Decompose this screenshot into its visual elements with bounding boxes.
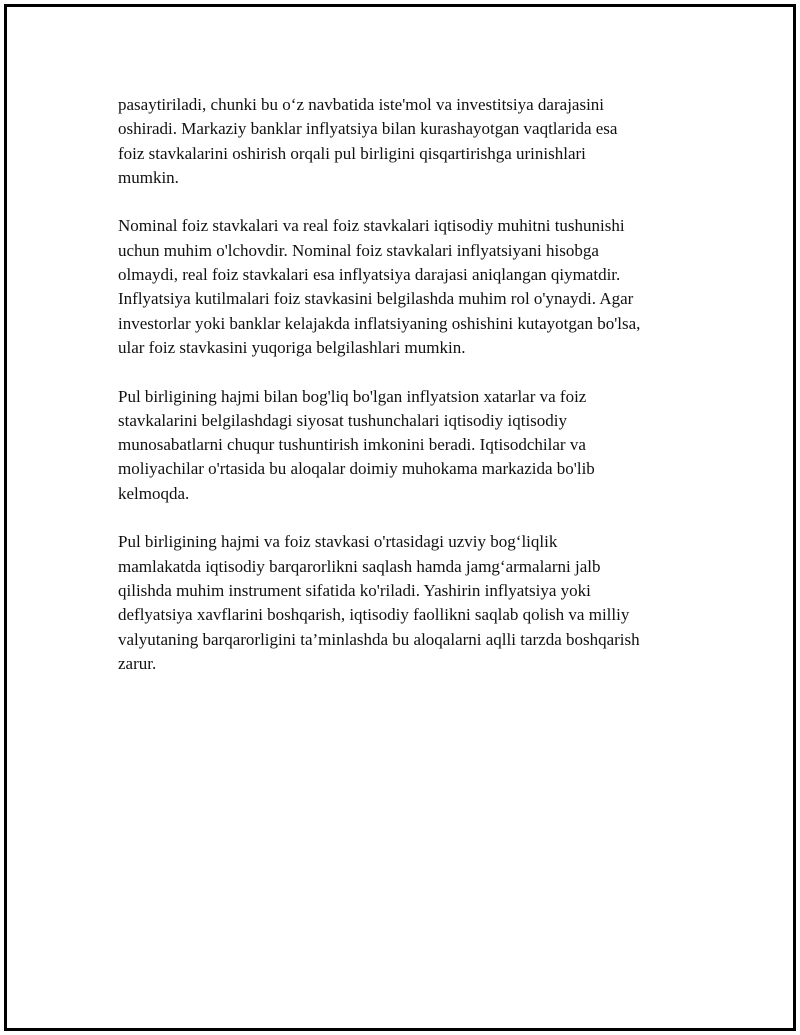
- text-line: uchun muhim o'lchovdir. Nominal foiz stavkalari inflyatsiyani hisobga: [118, 240, 599, 260]
- text-line: valyutaning barqarorligini ta’minlashda bu aloqalarni aqlli tarzda boshqarish: [118, 629, 640, 649]
- text-line: olmaydi, real foiz stavkalari esa inflyatsiya darajasi aniqlangan qiymatdir.: [118, 265, 621, 285]
- text-line: oshiradi. Markaziy banklar inflyatsiya bilan kurashayotgan vaqtlarida esa: [118, 119, 618, 139]
- paragraph-4: [118, 530, 708, 676]
- text-line: zarur.: [118, 653, 157, 673]
- text-line: foiz stavkalarini oshirish orqali pul birligini qisqartirishga urinishlari: [118, 143, 586, 163]
- text-line: Inflyatsiya kutilmalari foiz stavkasini belgilashda muhim rol o'ynaydi. Agar: [118, 289, 634, 309]
- text-line: stavkalarini belgilashdagi siyosat tushunchalari iqtisodiy iqtisodiy: [118, 410, 568, 430]
- text-line: ular foiz stavkasini yuqoriga belgilashlari mumkin.: [118, 337, 466, 357]
- paragraph-2: [118, 214, 708, 360]
- text-line: mumkin.: [118, 167, 179, 187]
- text-line: deflyatsiya xavflarini boshqarish, iqtisodiy faollikni saqlab qolish va milliy: [118, 605, 630, 625]
- paragraph-3: [118, 385, 708, 506]
- text-line: investorlar yoki banklar kelajakda inflatsiyaning oshishini kutayotgan bo'lsa,: [118, 313, 641, 333]
- text-line: mamlakatda iqtisodiy barqarorlikni saqlash hamda jamg‘armalarni jalb: [118, 556, 601, 576]
- text-line: moliyachilar o'rtasida bu aloqalar doimiy muhokama markazida bo'lib: [118, 459, 595, 479]
- text-line: Pul birligining hajmi bilan bog'liq bo'lgan inflyatsion xatarlar va foiz: [118, 386, 587, 406]
- text-line: qilishda muhim instrument sifatida ko'riladi. Yashirin inflyatsiya yoki: [118, 580, 591, 600]
- text-line: munosabatlarni chuqur tushuntirish imkonini beradi. Iqtisodchilar va: [118, 435, 586, 455]
- text-line: pasaytiriladi, chunki bu o‘z navbatida iste'mol va investitsiya darajasini: [118, 95, 605, 114]
- paragraph-1: [118, 93, 708, 190]
- text-line: Nominal foiz stavkalari va real foiz stavkalari iqtisodiy muhitni tushunishi: [118, 216, 625, 236]
- text-line: kelmoqda.: [118, 483, 190, 503]
- document-body: [118, 93, 708, 700]
- text-line: Pul birligining hajmi va foiz stavkasi o'rtasidagi uzviy bog‘liqlik: [118, 532, 558, 552]
